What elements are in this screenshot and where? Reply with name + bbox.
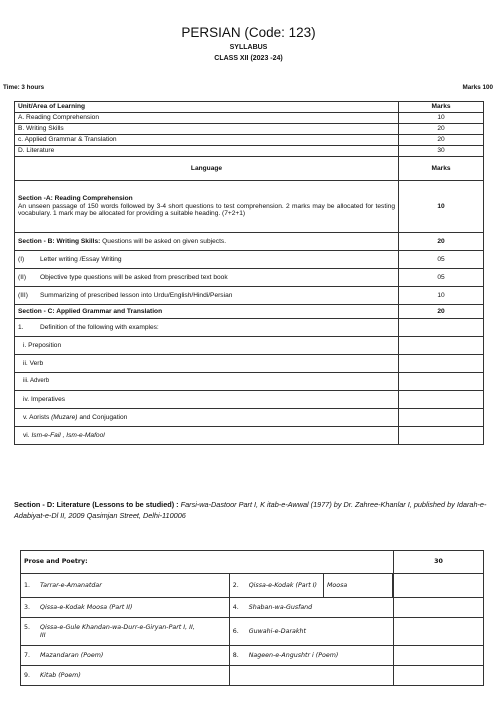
empty-cell xyxy=(229,666,393,686)
lesson-title: Tarrar-e-Amanatdar xyxy=(40,581,102,589)
lesson-number: 8. xyxy=(232,651,239,659)
lesson-number: 9. xyxy=(24,671,31,679)
item-marks: 05 xyxy=(399,251,484,269)
empty-marks-cell xyxy=(399,409,484,427)
section-c-item xyxy=(15,373,484,391)
prose-row xyxy=(21,574,484,598)
prose-header: Prose and Poetry: xyxy=(21,551,394,574)
section-c-item xyxy=(15,391,484,409)
prose-row xyxy=(21,618,484,646)
section-d-text: Farsi-wa-Dastoor Part I, K itab-e-Awwal (1977) by Dr. Zahree-Khanlar I, published by Idarah-e-Adabiyat-e-Dl II, 2009 Qasimjan Street, Delhi-110006 xyxy=(14,500,487,520)
document-title: PERSIAN (Code: 123) xyxy=(181,25,316,40)
section-c-title: Section - C: Applied Grammar and Translation xyxy=(15,305,399,319)
empty-marks-cell xyxy=(393,666,483,686)
empty-marks-cell xyxy=(399,355,484,373)
empty-marks-cell xyxy=(399,373,484,391)
item-number: 1. xyxy=(18,323,24,331)
section-a-title: Section -A: Reading Comprehension xyxy=(18,195,133,203)
prose-row xyxy=(21,666,484,686)
lesson-title: Kitab (Poem) xyxy=(40,671,81,679)
lesson-title: Mazandaran (Poem) xyxy=(40,651,104,659)
empty-marks-cell xyxy=(399,391,484,409)
unit-cell: D. Literature xyxy=(15,146,399,157)
empty-marks-cell xyxy=(399,337,484,355)
item-number: iii. xyxy=(23,378,29,385)
prose-poetry-table xyxy=(20,550,484,686)
section-c-marks: 20 xyxy=(399,305,484,319)
section-c-intro-row xyxy=(15,319,484,337)
unit-cell: A. Reading Comprehension xyxy=(15,113,399,124)
empty-marks-cell xyxy=(393,618,483,646)
lesson-number: 2. xyxy=(232,581,239,589)
lesson-number: 5. xyxy=(24,624,31,632)
language-marks-header: Marks xyxy=(399,157,484,181)
item-text: Letter writing /Essay Writing xyxy=(40,255,122,263)
empty-marks-cell xyxy=(399,319,484,337)
time-label: Time: 3 hours xyxy=(3,84,45,91)
item-number: (III) xyxy=(18,291,28,299)
section-c-intro: Definition of the following with examples: xyxy=(40,323,159,331)
empty-marks-cell xyxy=(393,646,483,666)
item-text-italic: (Muzare) xyxy=(51,413,78,421)
section-b-title: Section - B: Writing Skills: xyxy=(18,237,101,245)
unit-cell: c. Applied Grammar & Translation xyxy=(15,135,399,146)
summary-row xyxy=(15,146,484,157)
summary-row xyxy=(15,124,484,135)
item-text: Preposition xyxy=(28,341,62,349)
syllabus-label: SYLLABUS xyxy=(229,44,268,51)
item-text: Objective type questions will be asked from prescribed text book xyxy=(40,273,228,281)
lesson-title: Qissa-e-Kodak Moosa (Part II) xyxy=(40,603,133,611)
lesson-title: Guwahi-e-Darakht xyxy=(248,627,307,635)
item-number: i. xyxy=(23,341,27,349)
item-number: ii. xyxy=(23,359,28,367)
syllabus-table xyxy=(14,101,484,445)
class-label: CLASS XII (2023 -24) xyxy=(214,55,283,62)
section-c-row xyxy=(15,305,484,319)
language-header: Language xyxy=(15,157,399,181)
prose-row xyxy=(21,646,484,666)
item-number: vi. xyxy=(23,431,30,439)
item-marks: 05 xyxy=(399,269,484,287)
section-a-text: An unseen passage of 150 words followed by 3-4 short questions to test comprehension. 2 marks may be allocated for testing vocabulary. 1 mark may be allocated for providing a suitable heading. (7+2+1) xyxy=(18,202,395,218)
section-b-item xyxy=(15,287,484,305)
section-c-item xyxy=(15,427,484,445)
lesson-number: 3. xyxy=(24,603,31,611)
lesson-title: Shaban-wa-Gusfand xyxy=(248,603,313,611)
section-d-paragraph xyxy=(14,500,488,521)
section-b-item xyxy=(15,251,484,269)
lesson-number: 1. xyxy=(24,581,31,589)
summary-row xyxy=(15,135,484,146)
item-marks: 10 xyxy=(399,287,484,305)
prose-marks: 30 xyxy=(393,551,483,574)
section-b-marks: 20 xyxy=(399,233,484,251)
item-number: iv. xyxy=(23,395,30,403)
section-b-item xyxy=(15,269,484,287)
marks-cell: 10 xyxy=(399,113,484,124)
item-text: Verb xyxy=(29,359,44,367)
section-c-item xyxy=(15,409,484,427)
marks-cell: 20 xyxy=(399,135,484,146)
item-text: Adverb xyxy=(30,378,50,385)
unit-cell: B. Writing Skills xyxy=(15,124,399,135)
prose-row xyxy=(21,598,484,618)
lesson-title: Qissa-e-Gule Khandan-wa-Durr-e-Giryan-Part I, II, III xyxy=(40,624,195,639)
item-text: Imperatives xyxy=(30,395,66,403)
section-b-text: Questions will be asked on given subjects. xyxy=(100,237,227,245)
item-text: Summarizing of prescribed lesson into Urdu/English/Hindi/Persian xyxy=(40,291,233,299)
summary-header-row xyxy=(15,102,484,113)
unit-header: Unit/Area of Learning xyxy=(15,102,399,113)
prose-header-row xyxy=(21,551,484,574)
empty-marks-cell xyxy=(393,598,483,618)
lesson-title: Nageen-e-Angushtr i (Poem) xyxy=(248,651,339,659)
item-number: v. xyxy=(23,413,28,421)
lesson-title: Qissa-e-Kodak (Part I) xyxy=(248,581,317,589)
marks-cell: 30 xyxy=(399,146,484,157)
item-text: Ism-e-Fail , Ism-e-Mafool xyxy=(31,431,105,439)
marks-header: Marks xyxy=(399,102,484,113)
lesson-title-continued: Moosa xyxy=(323,574,392,598)
empty-marks-cell xyxy=(399,427,484,445)
section-b-row xyxy=(15,233,484,251)
lesson-number: 7. xyxy=(24,651,31,659)
empty-marks-cell xyxy=(393,574,483,598)
section-a-marks: 10 xyxy=(399,181,484,233)
item-number: (I) xyxy=(18,255,25,263)
section-a-row xyxy=(15,181,484,233)
item-text: Aorists xyxy=(29,413,52,421)
marks-cell: 20 xyxy=(399,124,484,135)
lesson-number: 4. xyxy=(232,603,239,611)
section-d-lead: Section - D: Literature (Lessons to be studied) : xyxy=(14,500,179,509)
summary-row xyxy=(15,113,484,124)
lesson-number: 6. xyxy=(232,627,239,635)
total-marks-label: Marks 100 xyxy=(462,84,493,91)
item-text: and Conjugation xyxy=(77,413,128,421)
section-c-item xyxy=(15,355,484,373)
language-header-row xyxy=(15,157,484,181)
item-number: (II) xyxy=(18,273,27,281)
section-c-item xyxy=(15,337,484,355)
